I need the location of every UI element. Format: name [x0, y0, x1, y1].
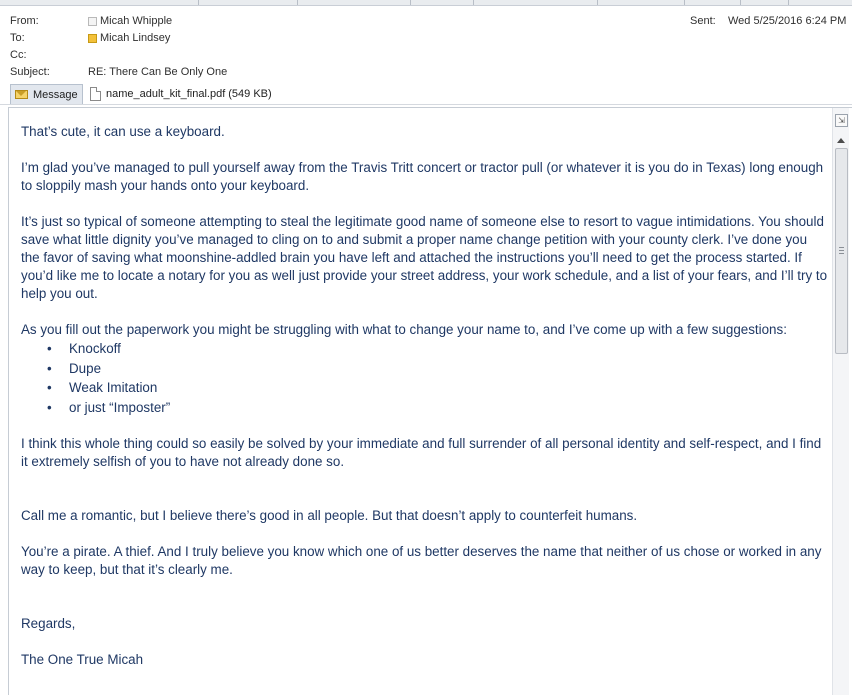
from-value[interactable] — [88, 13, 172, 30]
list-item: • Knockoff — [47, 339, 829, 359]
list-item: • or just “Imposter” — [47, 398, 829, 418]
sent-label: Sent: — [690, 15, 716, 27]
attachment-file-size: (549 KB) — [228, 88, 272, 100]
from-name[interactable]: Micah Whipple — [100, 15, 173, 27]
suggestions-list — [47, 339, 829, 417]
attachment-item[interactable] — [90, 85, 272, 103]
message-header — [0, 6, 852, 83]
zoom-icon[interactable]: ⇲ — [835, 114, 848, 127]
body-paragraph: You’re a pirate. A thief. And I truly believe you know which one of us better deserves the name that neither of us chose or worked in any way to keep, but that it’s clearly me. — [21, 544, 822, 577]
envelope-icon — [15, 90, 28, 99]
list-item: • Dupe — [47, 359, 829, 379]
message-tab-label: Message — [33, 88, 78, 101]
body-paragraph: Regards, — [21, 616, 76, 631]
subject-value: RE: There Can Be Only One — [88, 66, 228, 78]
pdf-file-icon — [90, 87, 101, 101]
scroll-up-icon[interactable] — [833, 132, 849, 148]
body-paragraph: Call me a romantic, but I believe there’s good in all people. But that doesn’t apply to counterfeit humans. — [21, 508, 638, 523]
body-paragraph: I’m glad you’ve managed to pull yourself away from the Travis Tritt concert or tractor pull (or whatever it is you do in Texas) long enough to sloppily mash your hands onto your keyboard. — [21, 160, 824, 193]
message-body-text — [21, 123, 829, 687]
vertical-scrollbar[interactable] — [832, 108, 849, 695]
attachment-file-name[interactable]: name_adult_kit_final.pdf — [106, 88, 226, 100]
to-value[interactable] — [88, 30, 170, 47]
attachment-bar — [0, 83, 852, 105]
presence-away-icon — [88, 34, 97, 43]
body-paragraph: That’s cute, it can use a keyboard. — [21, 124, 225, 139]
grip-icon — [839, 247, 844, 254]
signature: The One True Micah — [21, 652, 144, 667]
presence-offline-icon — [88, 17, 97, 26]
message-tab[interactable] — [10, 84, 83, 104]
from-label: From: — [10, 15, 39, 27]
body-paragraph: It’s just so typical of someone attempting to steal the legitimate good name of someone else to resort to vague intimidations. You should save what little dignity you’ve managed to cling on to and submit a proper name change petition with your county clerk. I’ve done you the favor of saving what moonshine-addled brain you have left and attached the instructions you’ll need to get the process started. If you’d like me to locate a notary for you as well just provide your street address, your work schedule, and a list of your fears, and I’ll try to help you out. — [21, 214, 828, 301]
list-item: • Weak Imitation — [47, 378, 829, 398]
body-paragraph: I think this whole thing could so easily be solved by your immediate and full surrender of all personal identity and self-respect, and I find it extremely selfish of you to have not already done so. — [21, 436, 822, 469]
message-body — [8, 107, 852, 695]
scrollbar-thumb[interactable] — [835, 148, 848, 354]
sent-value: Wed 5/25/2016 6:24 PM — [728, 15, 847, 27]
cc-label: Cc: — [10, 49, 27, 61]
to-name[interactable]: Micah Lindsey — [100, 32, 171, 44]
to-label: To: — [10, 32, 25, 44]
body-paragraph: As you fill out the paperwork you might be struggling with what to change your name to, and I’ve come up with a few suggestions: — [21, 322, 787, 337]
subject-label: Subject: — [10, 66, 50, 78]
